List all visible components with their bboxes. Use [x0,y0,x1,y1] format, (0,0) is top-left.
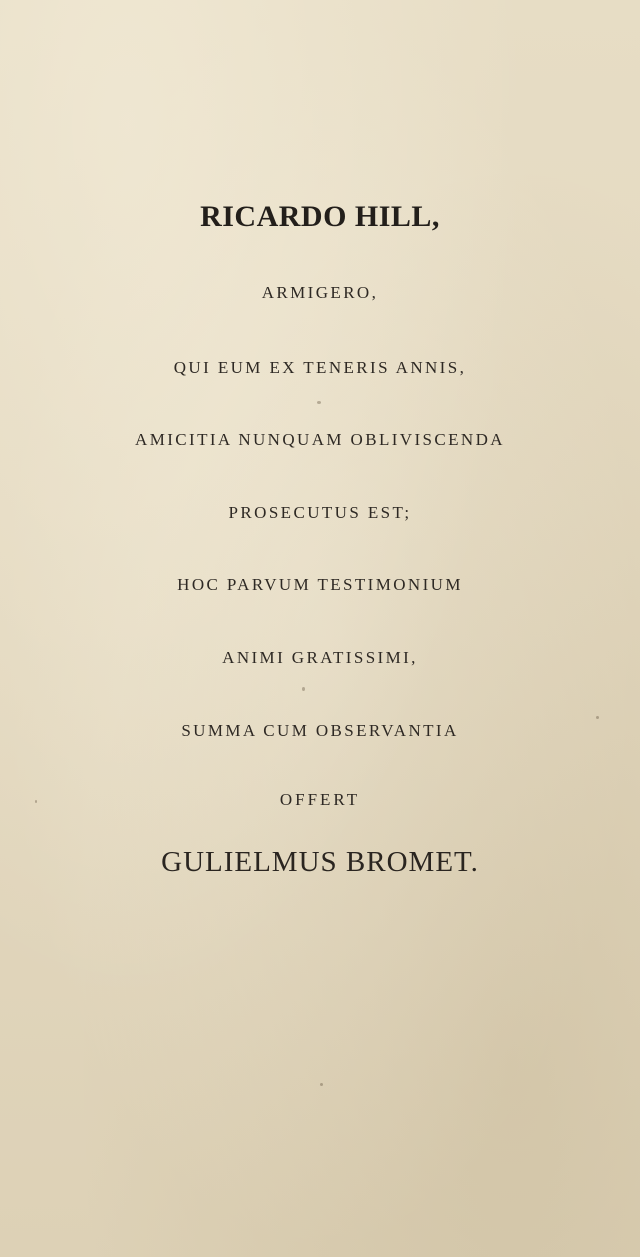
dedication-line-summa: SUMMA CUM OBSERVANTIA [181,721,459,740]
dedication-line-animi: ANIMI GRATISSIMI, [222,648,418,667]
dedication-line-armigero: ARMIGERO, [261,283,379,302]
ink-speck [320,1083,323,1086]
dedication-line-prosecutus: PROSECUTUS EST; [228,503,412,522]
dedication-line-offert: OFFERT [279,790,361,809]
dedicatee-name: RICARDO HILL, [200,200,440,233]
ink-speck [317,401,321,404]
ink-speck [596,716,599,719]
ink-speck [302,687,305,691]
author-name: GULIELMUS BROMET. [161,846,479,878]
dedication-line-testimonium: HOC PARVUM TESTIMONIUM [177,575,463,594]
dedication-line-qui-eum: QUI EUM EX TENERIS ANNIS, [173,358,467,377]
dedication-line-amicitia: AMICITIA NUNQUAM OBLIVISCENDA [135,430,505,449]
